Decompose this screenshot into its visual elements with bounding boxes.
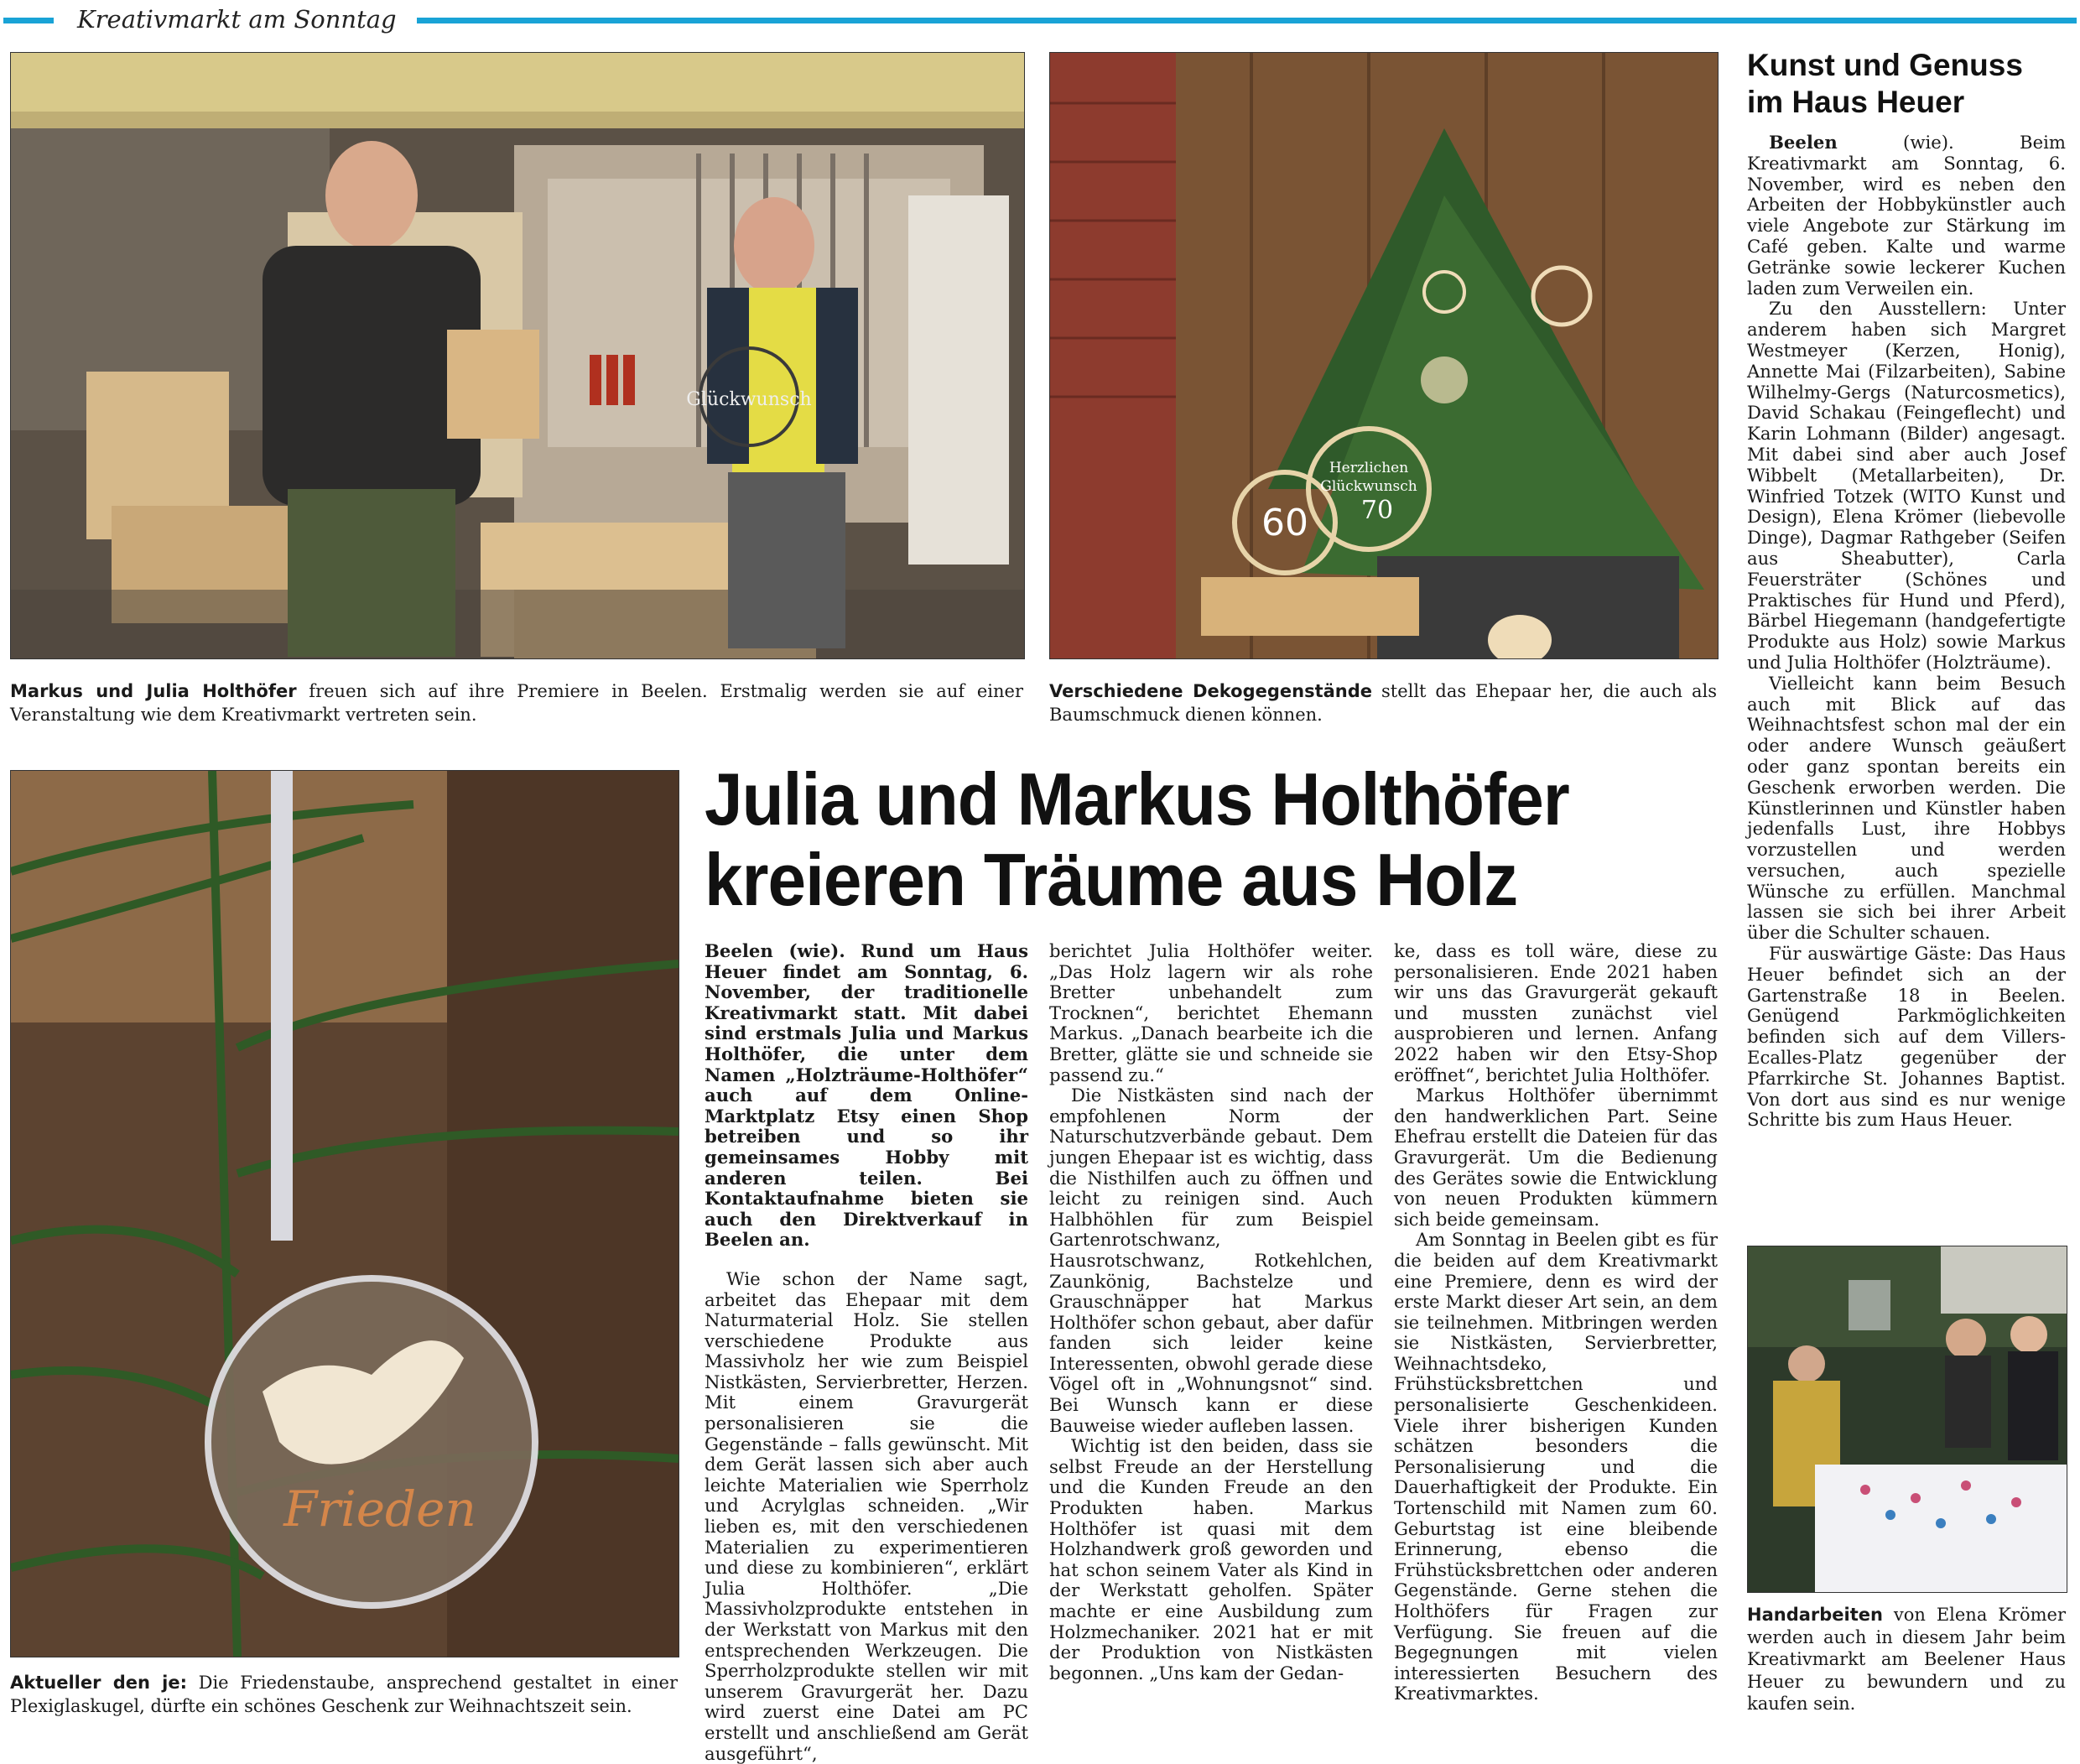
deco-60: 60 (1261, 502, 1308, 544)
section-rule-left (3, 18, 54, 23)
headline-line-2: kreieren Träume aus Holz (705, 838, 1518, 921)
sidebar-paragraph: Für auswärtige Gäste: Das Haus Heuer befindet sich an der Gartenstraße 18 in Beelen. Genügend Parkmöglichkeiten befinden sich auf dem Villers-Ecalles-Platz gegenüber der Pfarrkirche St. Johannes Baptist. Von dort aus sind es nur wenige Schritte bis zum Haus Heuer. (1747, 943, 2066, 1131)
article-paragraph: Am Sonntag in Beelen gibt es für die beiden auf dem Kreativmarkt eine Premiere, denn es wird der erste Markt dieser Art sein, an dem sie teilnehmen. Mitbringen werden sie Nistkästen, Servierbretter, Weihnachtsdeko, Frühstücksbrettchen und personalisierte Geschenkideen. Viele ihrer bisherigen Kunden schätzen besonders die Personalisierung und die Dauerhaftigkeit der Produkte. Ein Tortenschild mit Namen zum 60. Geburtstag ist eine bleibende Erinnerung, ebenso die Frühstücksbrettchen oder anderen Gegenstände. Gerne stehen die Holthöfers für Fragen zur Verfügung. Sie freuen auf die Begegnungen mit vielen interessierten Besuchern des Kreativmarktes. (1394, 1229, 1718, 1704)
caption-tree-text: stellt das Ehepaar her, die auch als Baumschmuck dienen können. (1049, 681, 1717, 725)
caption-workshop (10, 679, 1023, 726)
deco-glueckwunsch: Glückwunsch (1320, 478, 1417, 495)
section-rule-right (417, 18, 2077, 23)
article-paragraph: Markus Holthöfer übernimmt den handwerklichen Part. Seine Ehefrau erstellt die Dateien für das Gravurgerät. Um die Bedienung des Gerätes sowie die Entwicklung von neuen Produkten kümmern sich beide gemeinsam. (1394, 1085, 1718, 1230)
caption-tree (1049, 679, 1717, 726)
photo-market (1747, 1246, 2067, 1593)
deco-herzlichen: Herzlichen (1329, 460, 1409, 476)
article-column-3 (1394, 941, 1718, 1704)
section-header (3, 3, 2077, 37)
sidebar-paragraph-text: (wie). Beim Kreativmarkt am Sonntag, 6. November, wird es neben den Arbeiten der Hobbykünstler auch viele Angebote zur Stärkung im Café geben. Kalte und warme Getränke sowie leckerer Kuchen laden zum Verweilen ein. (1747, 132, 2066, 299)
article-lead-text: Rund um Haus Heuer findet am Sonntag, 6. November, der traditionelle Kreativmarkt statt. Mit dabei sind erstmals Julia und Markus Holthöfer, die unter dem Namen „Holzträume-Holthöfer“ auch auf dem Online-Marktplatz Etsy einen Shop betreiben und so ihr gemeinsames Hobby mit anderen teilen. Bei Kontaktaufnahme bieten sie auch den Direktverkauf in Beelen an. (705, 940, 1029, 1251)
caption-workshop-bold: Markus und Julia Holthöfer (10, 681, 297, 701)
photo-workshop (10, 52, 1025, 659)
photo-ornament (10, 770, 679, 1657)
ornament-script: Frieden (283, 1480, 476, 1538)
deco-70: 70 (1360, 496, 1394, 525)
caption-ornament-text: Die Friedenstaube, ansprechend gestaltet in einer Plexiglaskugel, dürfte ein schönes Geschenk zur Weihnachtszeit sein. (10, 1673, 678, 1716)
caption-ornament-bold: Aktueller den je: (10, 1673, 187, 1693)
sidebar-headline: Kunst und Genuss im Haus Heuer (1747, 48, 2023, 119)
caption-market (1747, 1604, 2066, 1715)
article-paragraph: Wichtig ist den beiden, dass sie selbst Freude an der Herstellung und die Kunden Freude an den Produkten haben. Markus Holthöfer ist quasi mit dem Holzhandwerk groß geworden und hat schon seinem Vater als Kind in der Werkstatt geholfen. Später machte er eine Ausbildung zum Holzmechaniker. 2021 hat er mit der Produktion von Nistkästen begonnen. „Uns kam der Gedan- (1049, 1435, 1373, 1683)
article-lead (705, 941, 1028, 1251)
workshop-sign-text: Glückwunsch (686, 389, 812, 410)
article-column-2 (1049, 941, 1373, 1683)
sidebar-paragraph: Vielleicht kann beim Besuch auch mit Blick auf das Weihnachtsfest schon mal der ein oder andere Wunsch geäußert oder ganz spontan bereits ein Geschenk erworben werden. Die Künstlerinnen und Künstler haben jedenfalls Lust, ihre Hobbys vorzustellen und werden versuchen, auch spezielle Wünsche zu erfüllen. Manchmal lassen sie sich bei ihrer Arbeit über die Schulter schauen. (1747, 672, 2066, 944)
sidebar-paragraph: Zu den Ausstellern: Unter anderem haben sich Margret Westmeyer (Kerzen, Honig), Annette Mai (Filzarbeiten), Sabine Wilhelmy-Gergs (Naturcosmetics), David Schakau (Feingeflecht) und Karin Lohmann (Bilder) angesagt. Mit dabei sind aber auch Josef Wibbelt (Metallarbeiten), Dr. Winfried Totzek (WITO Kunst und Design), Elena Krömer (liebevolle Dinge), Dagmar Rathgeber (Seifen aus Sheabutter), Carla Feuersträter (Schönes und Praktisches für Hund und Pferd), Bärbel Hiegemann (handgefertigte Produkte aus Holz) sowie Markus und Julia Holthöfer (Holzträume). (1747, 298, 2066, 673)
caption-ornament (10, 1671, 678, 1718)
article-dateline: Beelen (wie). (705, 940, 845, 961)
caption-market-bold: Handarbeiten (1747, 1605, 1883, 1625)
article-paragraph: Wie schon der Name sagt, arbeitet das Ehepaar mit dem Naturmaterial Holz. Sie stellen verschiedene Produkte aus Massivholz her wie zum Beispiel Nistkästen, Servierbretter, Herzen. Mit einem Gravurgerät personalisieren sie die Gegenstände – falls gewünscht. Mit dem Gerät lassen sich aber auch leichte Materialien wie Sperrholz und Acrylglas schneiden. „Wir lieben es, mit den verschiedenen Materialien zu experimentieren und diese zu kombinieren“, erklärt Julia Holthöfer. „Die Massivholzprodukte entstehen in der Werkstatt von Markus mit den entsprechenden Werkzeugen. Die Sperrholzprodukte stellen wir mit unserem Gravurgerät her. Dazu wird zuerst eine Datei am PC erstellt und anschließend am Gerät ausgeführt“, (705, 1267, 1028, 1764)
caption-workshop-text: freuen sich auf ihre Premiere in Beelen. Erstmalig werden sie auf einer Veranstaltung wie dem Kreativmarkt vertreten sein. (10, 681, 1023, 725)
article-paragraph: Die Nistkästen sind nach der empfohlenen Norm der Naturschutzverbände gebaut. Dem jungen Ehepaar ist es wichtig, dass die Nisthilfen auch zu öffnen und leicht zu reinigen sind. Auch Halbhöhlen für zum Beispiel Gartenrotschwanz, Hausrotschwanz, Rotkehlchen, Zaunkönig, Bachstelze und Grauschnäpper hat Markus Holthöfer schon gebaut, aber dafür fanden sich leider keine Interessenten, obwohl gerade diese Vögel oft in „Wohnungsnot“ sind. Bei Wunsch kann er diese Bauweise wieder aufleben lassen. (1049, 1085, 1373, 1436)
caption-tree-bold: Verschiedene Dekogegenstände (1049, 681, 1373, 701)
headline-line-1: Julia und Markus Holthöfer (705, 757, 1569, 840)
article-paragraph: ke, dass es toll wäre, diese zu personalisieren. Ende 2021 haben wir uns das Gravurgerät gekauft und mussten zunächst viel ausprobieren und lernen. Anfang 2022 haben wir den Etsy-Shop eröffnet“, berichtet Julia Holthöfer. (1394, 940, 1718, 1085)
article-paragraph: berichtet Julia Holthöfer weiter. „Das Holz lagern wir als rohe Bretter unbehandelt zum Trocknen“, berichtet Ehemann Markus. „Danach bearbeite ich die Bretter, glätte sie und schneide sie passend zu.“ (1049, 940, 1373, 1085)
article-column-1 (705, 941, 1028, 1764)
sidebar-dateline: Beelen (1769, 132, 1838, 153)
section-title: Kreativmarkt am Sonntag (77, 5, 397, 34)
sidebar-body (1747, 133, 2066, 1131)
photo-christmas-tree (1049, 52, 1719, 659)
sidebar-paragraph (1747, 133, 2066, 299)
caption-market-text: von Elena Krömer werden auch in diesem Jahr beim Kreativmarkt am Beelener Haus Heuer zu bewundern und zu kaufen sein. (1747, 1605, 2066, 1714)
main-headline (705, 759, 1656, 920)
